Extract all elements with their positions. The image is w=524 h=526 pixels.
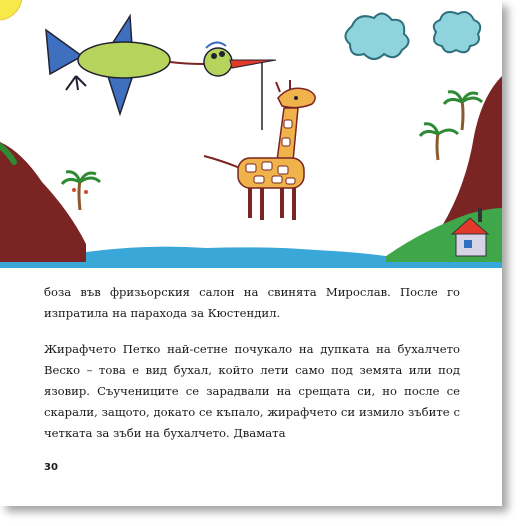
- paragraph-2: Жирафчето Петко най-сетне почукало на дупката на бухалчето Веско – това е вид бухал, който лети само под земята или под язовир. Съучениците се зарадвали на срещата си, но после се скарали, защото, докато се къпало, жирафчето си измило зъбите с четката за зъби на бухалчето. Двамата: [44, 342, 460, 440]
- paragraph-1: боза във фризьорския салон на свинята Мирослав. После го изпратила на парахода за Кюстендил.: [44, 285, 460, 320]
- page-number: 30: [44, 462, 58, 473]
- cloud-right: [434, 12, 481, 52]
- cloud-left: [345, 13, 408, 59]
- story-text: [44, 282, 460, 444]
- page-illustration: [0, 0, 502, 268]
